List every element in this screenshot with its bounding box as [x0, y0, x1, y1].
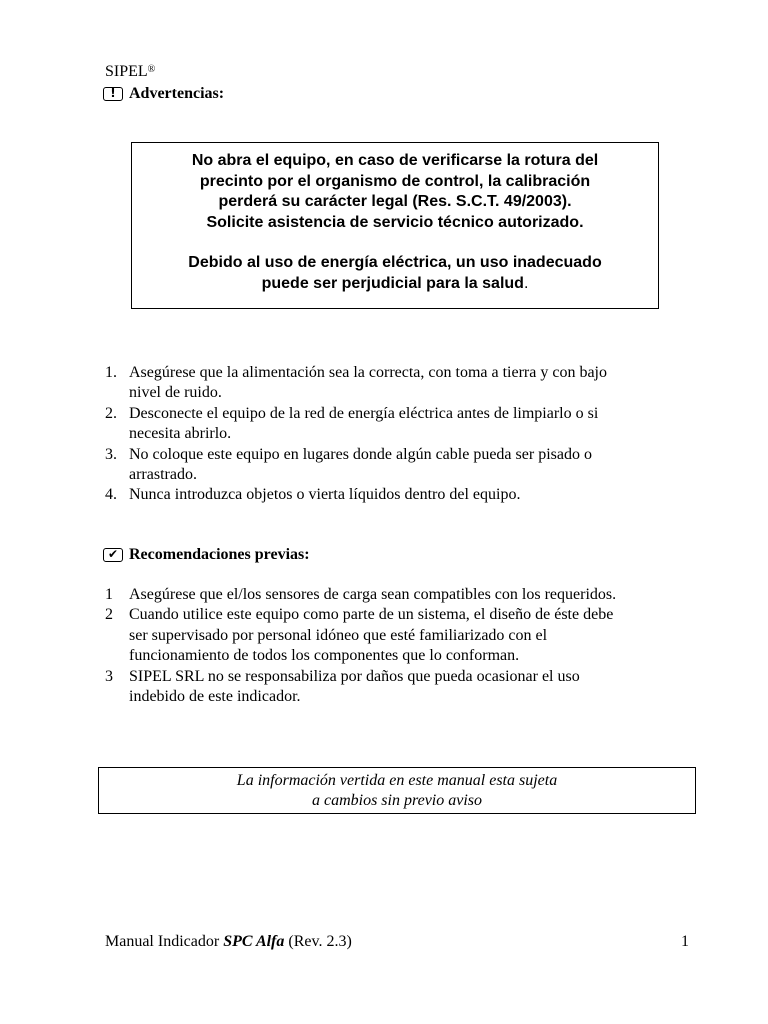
brand-text: SIPEL	[105, 63, 148, 80]
list-item: 4. Nunca introduzca objetos o vierta líquidos dentro del equipo.	[105, 486, 521, 504]
warnings-heading	[103, 84, 224, 104]
page-number: 1	[681, 933, 689, 950]
notice-box	[98, 767, 696, 814]
list-item: 1 Asegúrese que el/los sensores de carga sean compatibles con los requeridos.	[105, 586, 617, 603]
checkmark-icon: ✔	[103, 548, 123, 562]
list-item: 3. No coloque este equipo en lugares donde algún cable pueda ser pisado o arrastrado.	[105, 445, 592, 484]
warning-line: Solicite asistencia de servicio técnico autorizado.	[206, 213, 584, 231]
notice-line: a cambios sin previo aviso	[311, 792, 483, 809]
notice-line: La información vertida en este manual esta sujeta	[236, 772, 558, 789]
list-item: 1. Asegúrese que la alimentación sea la correcta, con toma a tierra y con bajo nivel de ruido.	[105, 364, 607, 402]
brand-name	[105, 62, 155, 82]
recommendations-list	[105, 585, 705, 707]
recommendations-heading-text: Recomendaciones previas:	[129, 546, 310, 563]
registered-mark: ®	[147, 64, 156, 75]
page-footer	[105, 932, 689, 952]
warnings-heading-text: Advertencias:	[129, 85, 225, 102]
warning-line: puede ser perjudicial para la salud.	[261, 274, 529, 292]
warning-line: precinto por el organismo de control, la calibración	[199, 172, 591, 190]
list-item: 2 Cuando utilice este equipo como parte de un sistema, el diseño de éste debe ser supervisado por personal idóneo que esté familiarizado con el funcionamiento de todos los componentes que lo conforman.	[105, 606, 614, 665]
product-name: SPC Alfa	[223, 933, 285, 950]
footer-title: Manual Indicador SPC Alfa (Rev. 2.3)	[105, 933, 352, 950]
warning-icon: !	[103, 87, 123, 101]
warnings-list	[105, 363, 705, 506]
warning-box	[131, 142, 659, 309]
recommendations-heading	[103, 545, 310, 565]
warning-line: Debido al uso de energía eléctrica, un uso inadecuado	[188, 254, 602, 271]
list-item: 3 SIPEL SRL no se responsabiliza por daños que pueda ocasionar el uso indebido de este indicador.	[105, 667, 580, 706]
list-item: 2. Desconecte el equipo de la red de energía eléctrica antes de limpiarlo o si necesita abrirlo.	[105, 404, 599, 443]
warning-line: No abra el equipo, en caso de verificarse la rotura del	[191, 152, 599, 169]
warning-line: perderá su carácter legal (Res. S.C.T. 49/2003).	[218, 193, 572, 210]
